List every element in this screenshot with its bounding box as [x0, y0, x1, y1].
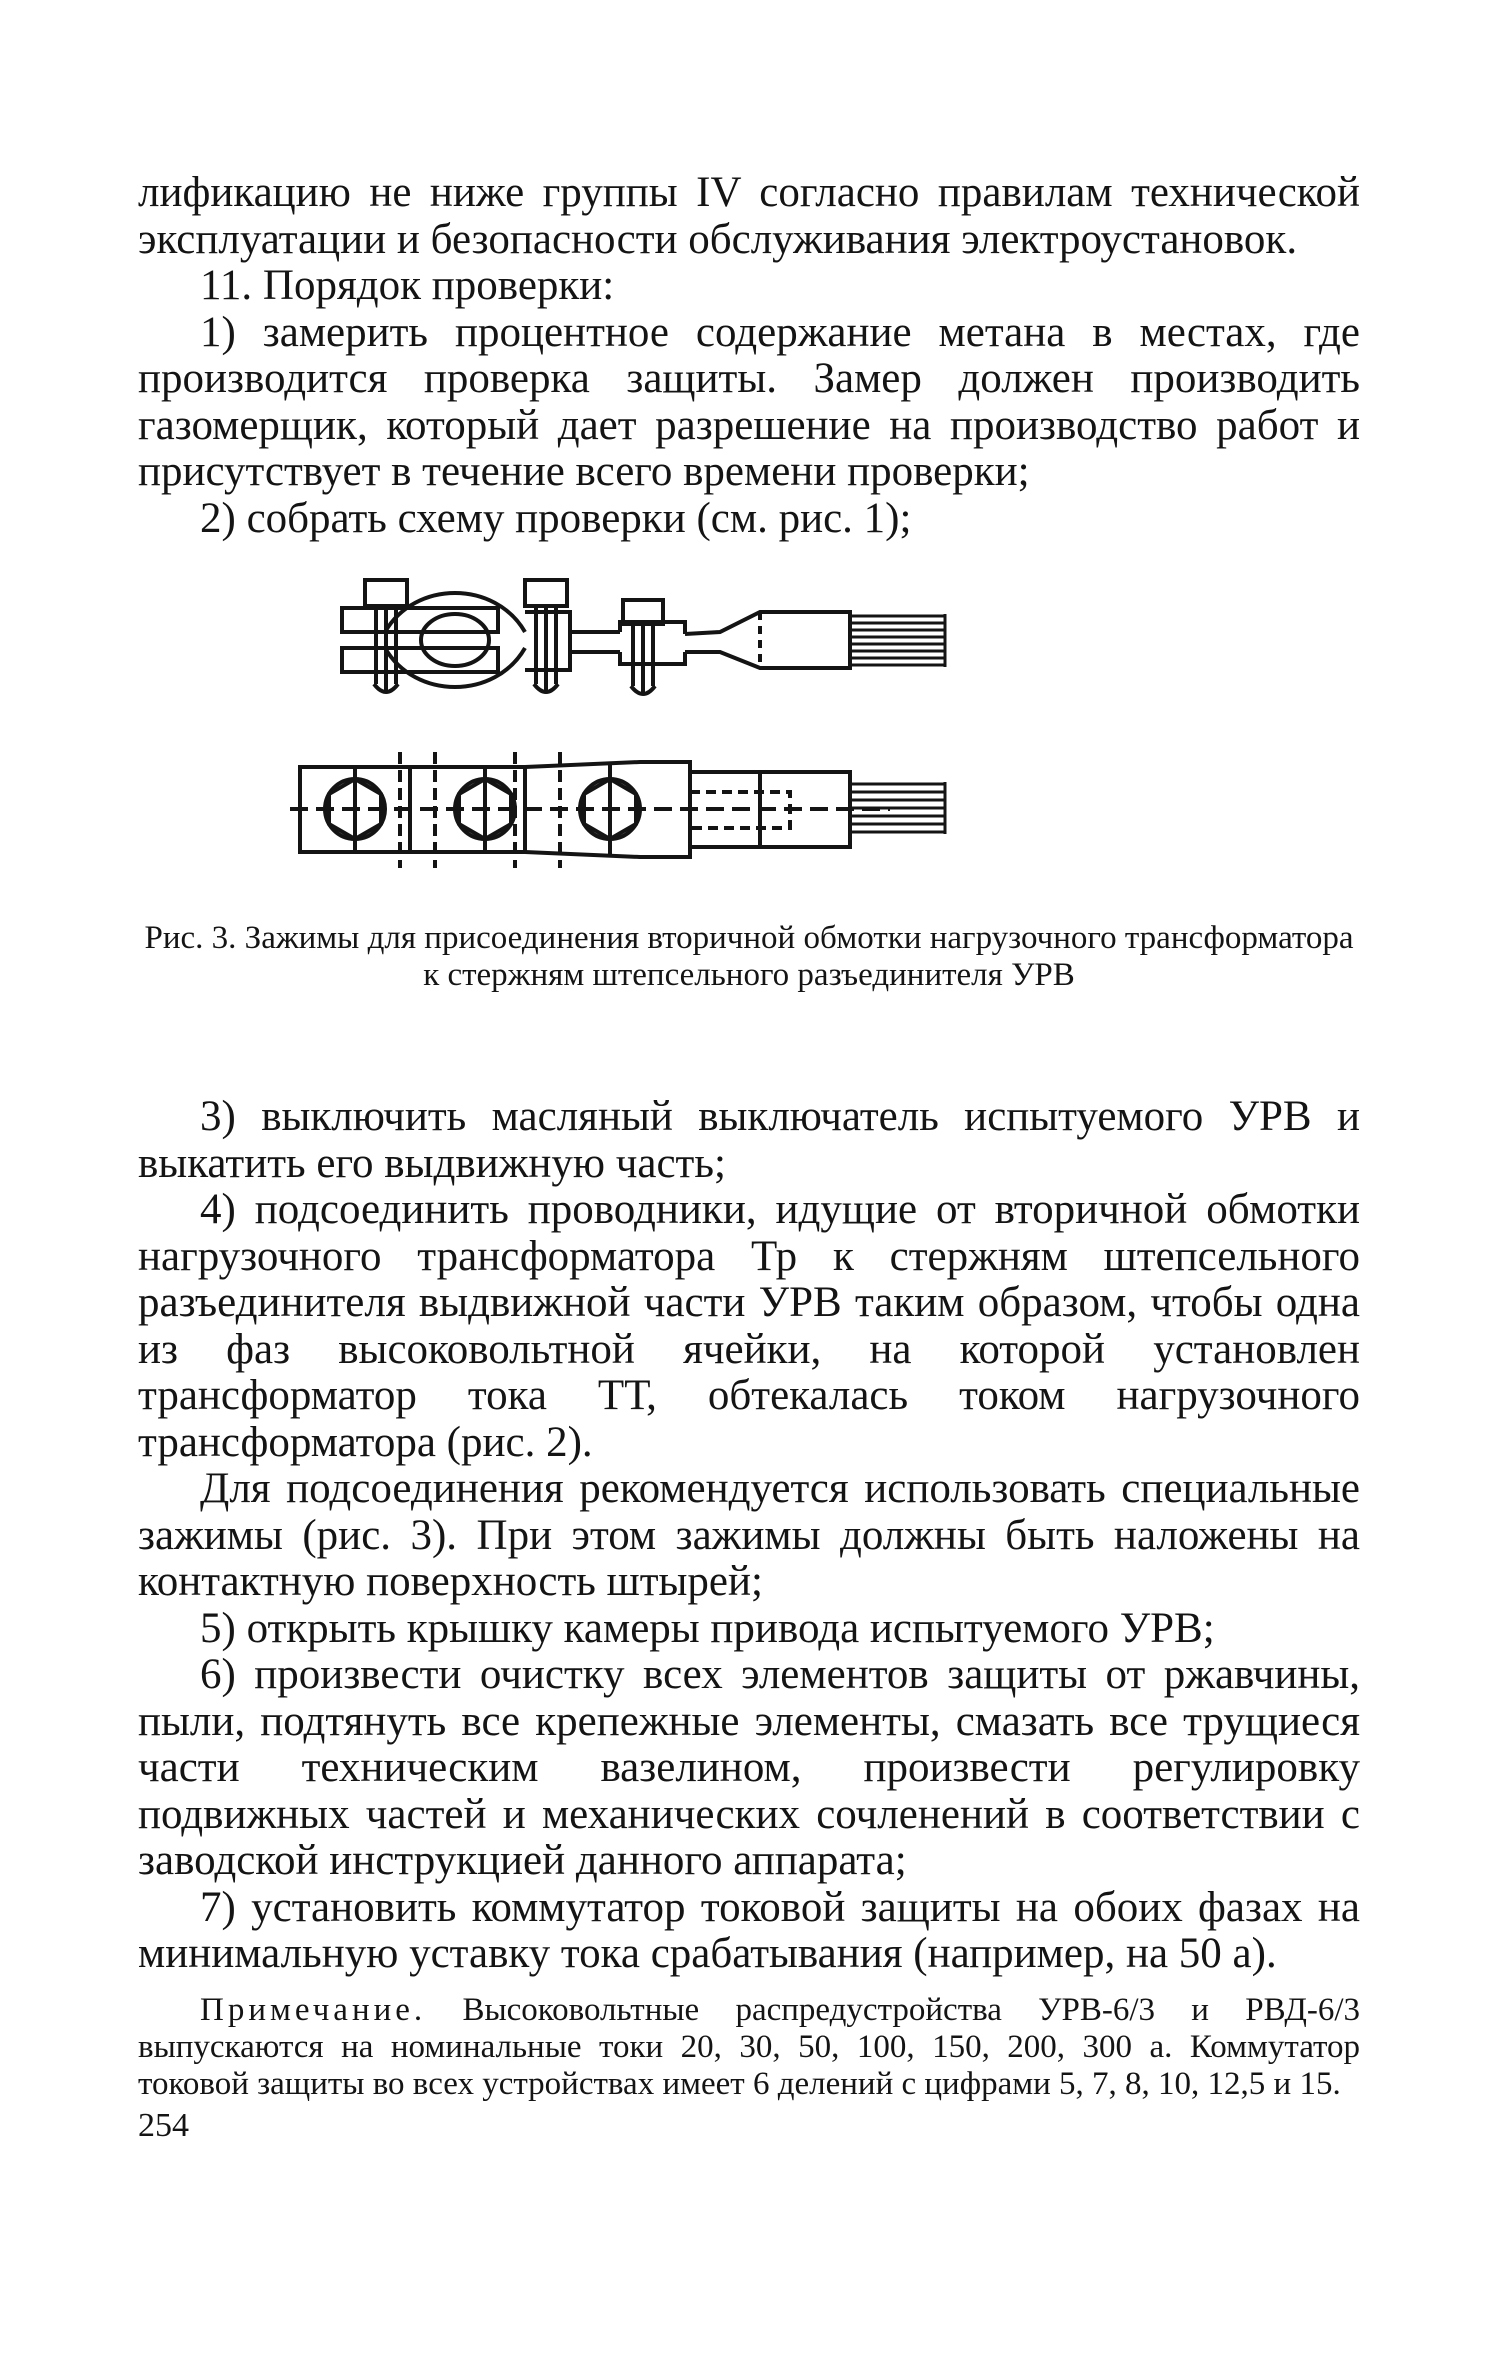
note-text: Высоковольтные распредустройства УРВ-6/3 и РВД-6/3 выпускаются на номинальные токи 20, 30, 50, 100, 150, 200, 300 а. Коммутатор токовой защиты во всех устройствах имеет 6 делений с цифрами 5, 7, 8, 10, 12,5 и 15.	[138, 1991, 1361, 2102]
paragraph-step-4: 4) подсоединить проводники, идущие от вторичной обмотки нагрузочного трансформатора Тр к стержням штепсельного разъединителя выдвижной части УРВ таким образом, чтобы одна из фаз высоковольтной ячейки, на которой установлен трансформатор тока ТТ, обтекалась током нагрузочного трансформатора (рис. 2).	[138, 1186, 1360, 1466]
paragraph-section-11: 11. Порядок проверки:	[200, 262, 615, 309]
clamp-plan-view	[290, 752, 945, 868]
paragraph-step-1: 1) замерить процентное содержание метана в местах, где производится проверка защиты. Замер должен производить газомерщик, который дает разрешение на производство работ и присутствует в течение всего времени проверки;	[138, 308, 1360, 495]
figure-caption: Рис. 3. Зажимы для присоединения вторичной обмотки нагрузочного трансформатора к стержням штепсельного разъединителя УРВ	[144, 920, 1354, 993]
paragraph-clamps: Для подсоединения рекомендуется использовать специальные зажимы (рис. 3). При этом зажимы должны быть наложены на контактную поверхность штырей;	[138, 1465, 1360, 1605]
page-content	[138, 170, 1360, 2145]
clamp-side-view	[342, 580, 945, 694]
paragraph-step-7: 7) установить коммутатор токовой защиты на обоих фазах на минимальную уставку тока срабатывания (например, на 50 а).	[138, 1883, 1360, 1977]
figure-3	[138, 552, 1360, 1094]
paragraph-step-5: 5) открыть крышку камеры привода испытуемого УРВ;	[200, 1604, 1215, 1652]
wire-strands-top	[850, 614, 945, 667]
paragraph-continuation: лификацию не ниже группы IV согласно правилам технической эксплуатации и безопасности обслуживания электроустановок.	[138, 169, 1360, 263]
note	[138, 1992, 1360, 2103]
paragraph-step-2: 2) собрать схему проверки (см. рис. 1);	[200, 494, 912, 542]
wire-strands-bottom	[850, 782, 945, 834]
paragraph-step-6: 6) произвести очистку всех элементов защиты от ржавчины, пыли, подтянуть все крепежные элементы, смазать все трущиеся части техническим вазелином, произвести регулировку подвижных частей и механических сочленений в соответствии с заводской инструкцией данного аппарата;	[138, 1651, 1360, 1884]
paragraph-step-3: 3) выключить масляный выключатель испытуемого УРВ и выкатить его выдвижную часть;	[138, 1093, 1360, 1187]
clamp-drawing	[290, 572, 1360, 902]
page-number: 254	[138, 2106, 189, 2144]
note-heading: Примечание.	[200, 1991, 427, 2028]
